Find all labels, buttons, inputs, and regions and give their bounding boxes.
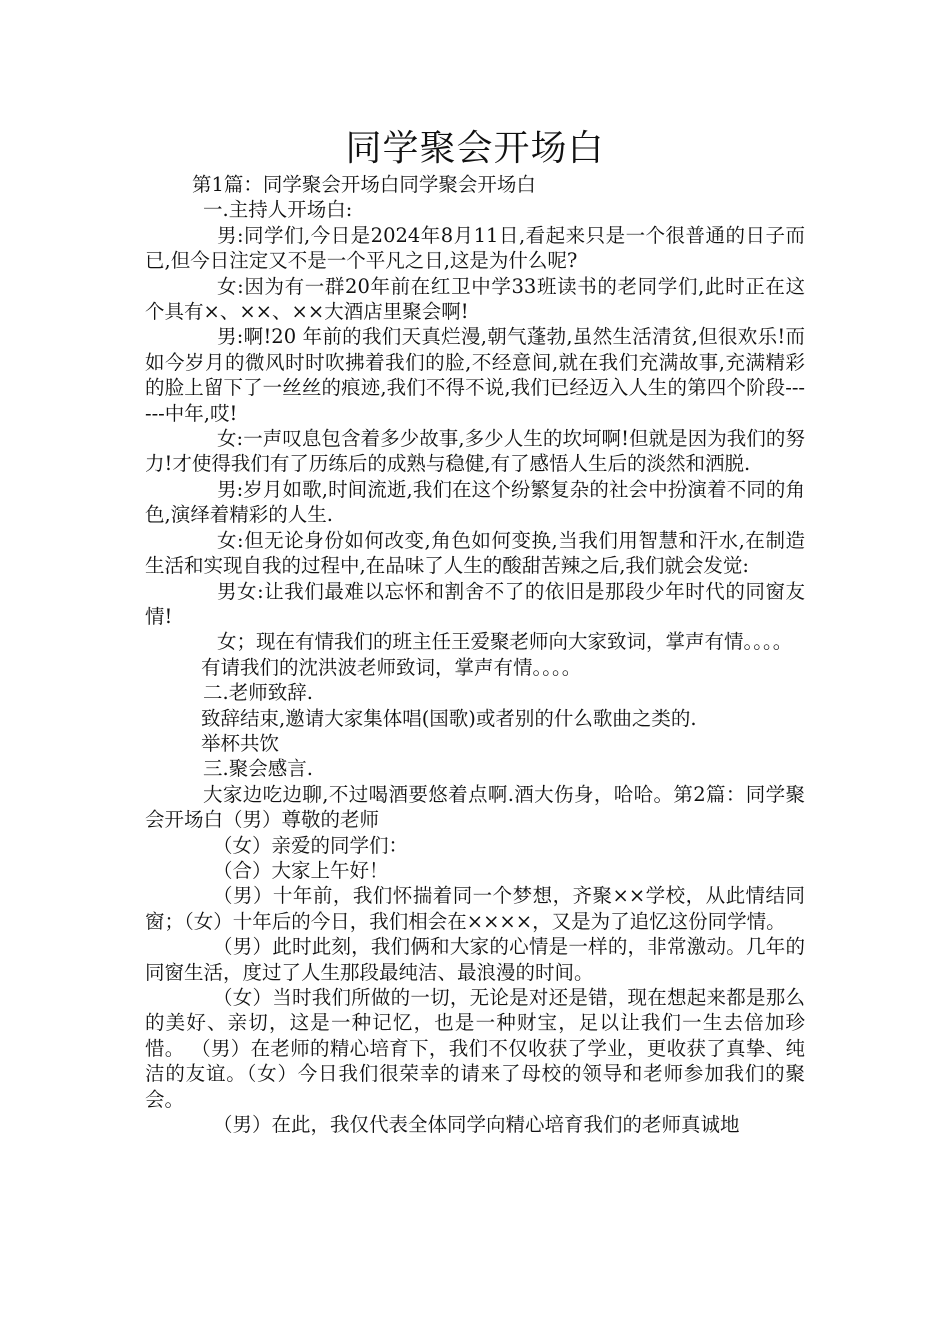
paragraph: 男:岁月如歌,时间流逝,我们在这个纷繁复杂的社会中扮演着不同的角色,演绎着精彩的人生. [145, 477, 805, 527]
paragraph: （女）当时我们所做的一切，无论是对还是错，现在想起来都是那么的美好、亲切，这是一种记忆，也是一种财宝，足以让我们一生去倍加珍惜。 （男）在老师的精心培育下，我们不仅收获了学业，更收获了真挚、纯洁的友谊。（女）今日我们很荣幸的请来了母校的领导和老师参加我们的聚会。 [145, 986, 805, 1111]
paragraph: （男）在此，我仅代表全体同学向精心培育我们的老师真诚地 [213, 1113, 740, 1137]
document-title: 同学聚会开场白 [345, 128, 605, 169]
paragraph: （合）大家上午好！ [213, 858, 389, 882]
paragraph: 举杯共饮 [201, 731, 280, 755]
paragraph: （男）十年前，我们怀揣着同一个梦想，齐聚××学校，从此情结同窗；（女）十年后的今日，我们相会在××××，又是为了追忆这份同学情。 [145, 884, 805, 933]
paragraph: 男:啊!20 年前的我们天真烂漫,朝气蓬勃,虽然生活清贫,但很欢乐!而如今岁月的微风时时吹拂着我们的脸,不经意间,就在我们充满故事,充满精彩的脸上留下了一丝丝的痕迹,我们不得不说,我们已经迈入人生的第四个阶段------中年,哎! [145, 325, 805, 425]
paragraph: 女:因为有一群20年前在红卫中学33班读书的老同学们,此时正在这个具有×、××、××大酒店里聚会啊! [145, 274, 805, 324]
paragraph: 致辞结束,邀请大家集体唱(国歌)或者别的什么歌曲之类的. [201, 706, 697, 730]
chapter-heading: 第1篇：同学聚会开场白同学聚会开场白 [192, 173, 536, 196]
paragraph: 女:但无论身份如何改变,角色如何变换,当我们用智慧和汗水,在制造生活和实现自我的过程中,在品味了人生的酸甜苦辣之后,我们就会发觉: [145, 528, 805, 578]
section-heading: 一.主持人开场白: [203, 198, 353, 222]
document-body [145, 172, 805, 1137]
paragraph: 女；现在有情我们的班主任王爱聚老师向大家致词，掌声有情。。。。 [217, 630, 793, 654]
paragraph: （女）亲爱的同学们： [213, 833, 409, 857]
paragraph: 有请我们的沈洪波老师致词，掌声有情。。。。 [201, 655, 582, 679]
section-heading: 三.聚会感言. [203, 757, 313, 781]
paragraph: （男）此时此刻，我们俩和大家的心情是一样的，非常激动。几年的同窗生活，度过了人生那段最纯洁、最浪漫的时间。 [145, 935, 805, 984]
paragraph: 男女:让我们最难以忘怀和割舍不了的依旧是那段少年时代的同窗友情! [145, 579, 805, 628]
paragraph: 女:一声叹息包含着多少故事,多少人生的坎坷啊!但就是因为我们的努力!才使得我们有了历练后的成熟与稳健,有了感悟人生后的淡然和洒脱. [145, 427, 805, 476]
paragraph: 大家边吃边聊,不过喝酒要悠着点啊.酒大伤身，哈哈。第2篇：同学聚会开场白（男）尊敬的老师 [145, 782, 805, 832]
paragraph: 男:同学们,今日是2024年8月11日,看起来只是一个很普通的日子而已,但今日注定又不是一个平凡之日,这是为什么呢? [145, 223, 805, 273]
section-heading: 二.老师致辞. [203, 681, 313, 705]
